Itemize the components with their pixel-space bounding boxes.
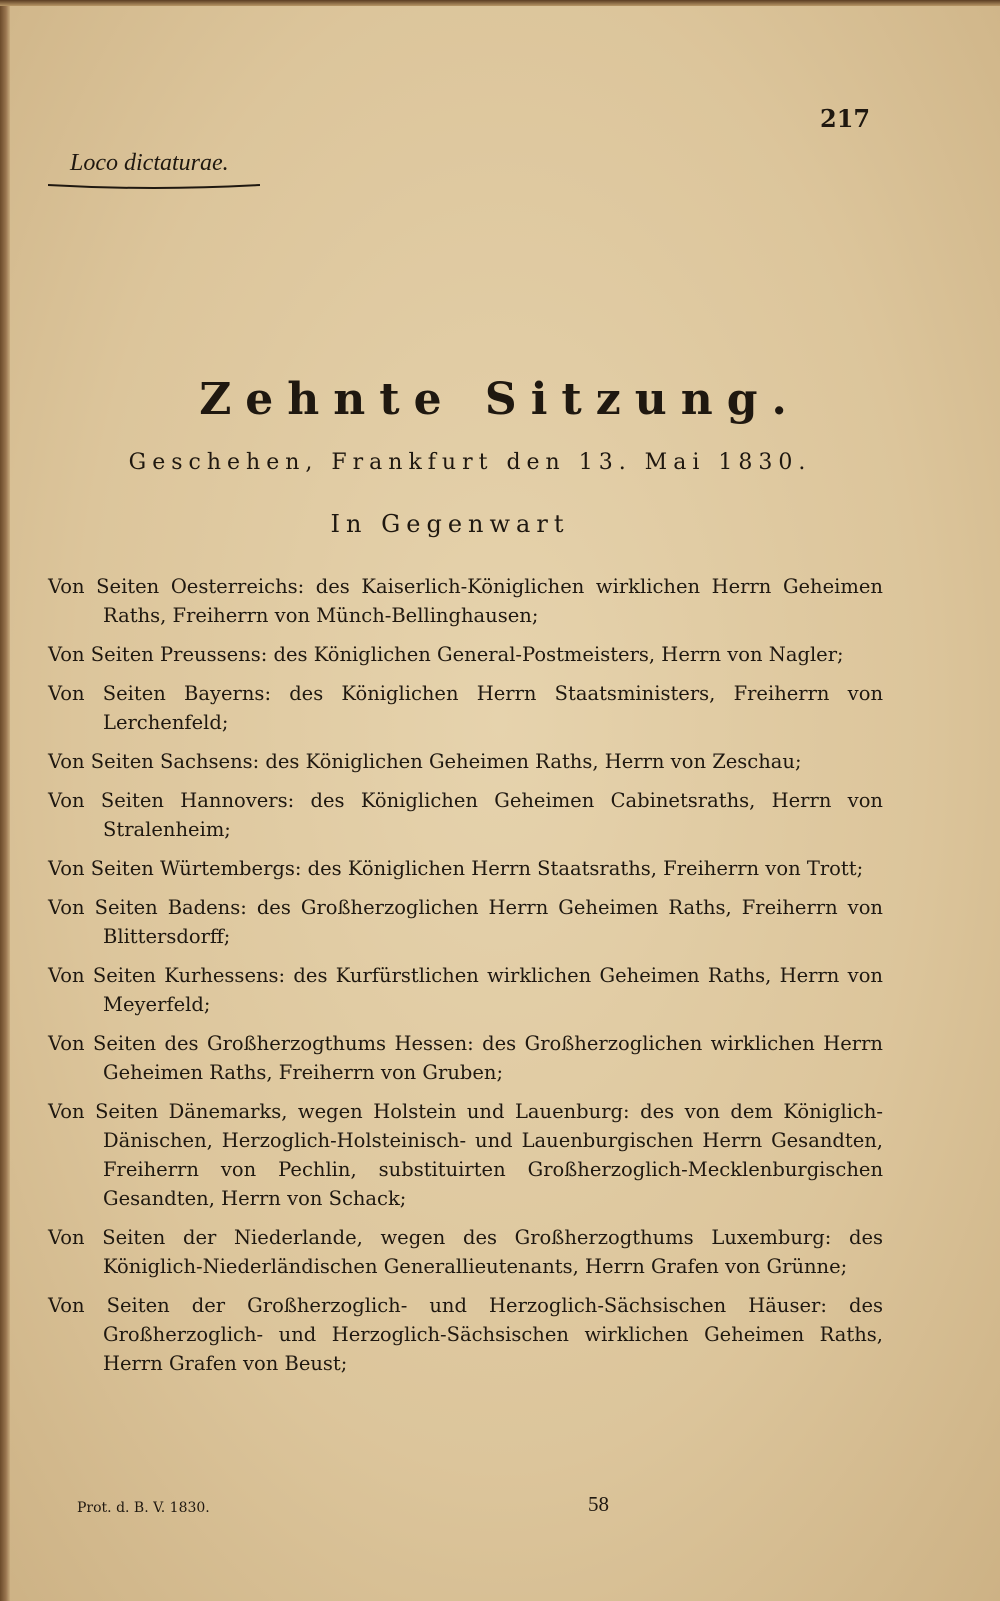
- attendance-entry-baden: Von Seiten Badens: des Großherzoglichen Herrn Geheimen Raths, Freiherrn von Blittersdorff;: [48, 896, 883, 948]
- attendance-entry-wurttemberg: Von Seiten Würtembergs: des Königlichen Herrn Staatsraths, Freiherrn von Trott;: [48, 857, 864, 880]
- attendance-entry-saxony: Von Seiten Sachsens: des Königlichen Geheimen Raths, Herrn von Zeschau;: [48, 750, 802, 773]
- page-number: 217: [820, 104, 871, 133]
- header-note: Loco dictaturae.: [70, 150, 229, 176]
- presence-heading: In Gegenwart: [330, 510, 570, 538]
- attendance-entry-hesse: Von Seiten des Großherzogthums Hessen: des Großherzoglichen wirklichen Herrn Geheimen Raths, Freiherrn von Gruben;: [48, 1032, 883, 1084]
- decorative-rule: [48, 183, 260, 191]
- page-top-edge: [0, 0, 1000, 6]
- attendance-entry-bavaria: Von Seiten Bayerns: des Königlichen Herrn Staatsministers, Freiherrn von Lerchenfeld;: [48, 682, 883, 734]
- attendance-entry-prussia: Von Seiten Preussens: des Königlichen General-Postmeisters, Herrn von Nagler;: [48, 643, 844, 666]
- attendance-entry-hanover: Von Seiten Hannovers: des Königlichen Geheimen Cabinetsraths, Herrn von Stralenheim;: [48, 789, 883, 841]
- attendance-entry-saxon-houses: Von Seiten der Großherzoglich- und Herzoglich-Sächsischen Häuser: des Großherzoglich- und Herzoglich-Sächsischen wirklichen Geheimen Raths, Herrn Grafen von Beust;: [48, 1294, 883, 1375]
- dateline: Geschehen, Frankfurt den 13. Mai 1830.: [128, 450, 812, 475]
- attendance-entry-austria: Von Seiten Oesterreichs: des Kaiserlich-Königlichen wirklichen Herrn Geheimen Raths, Freiherrn von Münch-Bellinghausen;: [48, 575, 883, 627]
- attendance-entry-kurhessen: Von Seiten Kurhessens: des Kurfürstlichen wirklichen Geheimen Raths, Herrn von Meyerfeld;: [48, 964, 883, 1016]
- session-title: Zehnte Sitzung.: [199, 374, 801, 425]
- attendance-list: [48, 572, 883, 1388]
- book-spine-edge: [0, 0, 10, 1601]
- attendance-entry-netherlands: Von Seiten der Niederlande, wegen des Großherzogthums Luxemburg: des Königlich-Niederländischen Generallieutenants, Herrn Grafen von Grünne;: [48, 1226, 883, 1278]
- signature-mark: 58: [588, 1492, 609, 1516]
- footer-reference: Prot. d. B. V. 1830.: [77, 1500, 210, 1516]
- attendance-entry-denmark: Von Seiten Dänemarks, wegen Holstein und Lauenburg: des von dem Königlich-Dänischen, Herzoglich-Holsteinisch- und Lauenburgischen Herrn Gesandten, Freiherrn von Pechlin, substituirten Großherzoglich-Mecklenburgischen Gesandten, Herrn von Schack;: [48, 1100, 883, 1210]
